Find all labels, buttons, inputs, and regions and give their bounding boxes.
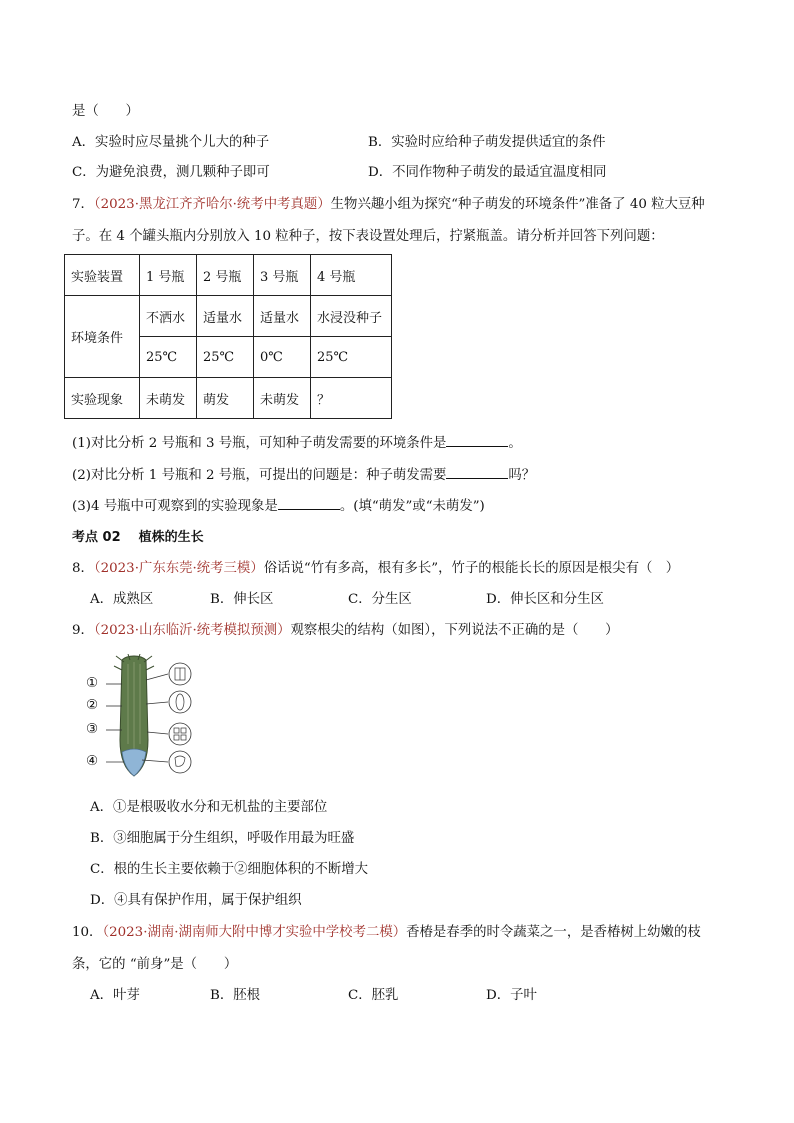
table-cell: 未萌发 [140,378,197,419]
q7-sub1-end: 。 [508,436,522,451]
q8-number: 8． [72,561,94,576]
q10-option-c: C．胚乳 [348,988,399,1003]
table-cell: 0℃ [254,337,311,378]
figure-label-2: ② [86,698,99,713]
table-cell: 1 号瓶 [140,255,197,296]
q10-source: （2023·湖南·湖南师大附中博才实验中学校考二模） [102,925,407,940]
table-cell: 适量水 [254,296,311,337]
q9-option-c: C．根的生长主要依赖于②细胞体积的不断增大 [90,862,369,877]
q8-source: （2023·广东东莞·统考三模） [93,561,264,576]
q8-stem [72,559,679,579]
table-row [65,255,392,296]
q6-stem-tail: 是（ ） [72,104,139,119]
q8-stem-text: 俗话说“竹有多高，根有多长”，竹子的根能长长的原因是根尖有（ ） [263,561,680,576]
experiment-table [64,254,392,419]
q10-number: 10． [72,925,103,940]
q10-option-a: A．叶芽 [90,988,140,1003]
q6-option-a: A．实验时应尽量挑个儿大的种子 [72,135,270,150]
q6-option-c: C．为避免浪费，测几颗种子即可 [72,165,270,180]
section-label: 考点 02 [72,530,121,545]
table-cell: 25℃ [197,337,254,378]
table-cell: 4 号瓶 [311,255,392,296]
table-cell: 25℃ [140,337,197,378]
root-tip-diagram [86,654,198,778]
table-cell: 不洒水 [140,296,197,337]
q8-option-a: A．成熟区 [90,592,154,607]
table-cell: 实验现象 [65,378,140,419]
q9-number: 9． [72,623,94,638]
table-cell: 实验装置 [65,255,140,296]
answer-blank[interactable] [446,434,508,447]
q9-option-a: A．①是根吸收水分和无机盐的主要部位 [90,800,328,815]
q7-sub1-text: (1)对比分析 2 号瓶和 3 号瓶，可知种子萌发需要的环境条件是 [72,436,447,451]
q10-stem-line2: 条，它的 “前身”是（ ） [72,957,238,972]
table-cell: 萌发 [197,378,254,419]
q7-stem-line1 [72,195,705,215]
q10-option-b: B．胚根 [210,988,261,1003]
q10-option-d: D．子叶 [486,988,537,1003]
q7-source: （2023·黑龙江齐齐哈尔·统考中考真题） [93,197,331,212]
q8-option-d: D．伸长区和分生区 [486,592,604,607]
table-cell: 水浸没种子 [311,296,392,337]
table-cell: 3 号瓶 [254,255,311,296]
q7-sub1 [72,434,522,454]
table-cell: 环境条件 [65,296,140,378]
q7-sub3-end: 。(填“萌发”或“未萌发”) [339,499,485,514]
q10-stem-a: 香椿是春季的时令蔬菜之一，是香椿树上幼嫩的枝 [406,925,701,940]
table-cell: ？ [311,378,392,419]
q7-sub3 [72,497,485,517]
q9-stem-text: 观察根尖的结构（如图），下列说法不正确的是（ ） [290,623,619,638]
table-row [65,296,392,337]
table-cell: 适量水 [197,296,254,337]
q6-option-d: D．不同作物种子萌发的最适宜温度相同 [368,165,607,180]
q9-option-d: D．④具有保护作用，属于保护组织 [90,893,302,908]
q7-number: 7． [72,197,94,212]
q8-option-c: C．分生区 [348,592,412,607]
table-cell: 未萌发 [254,378,311,419]
root-tip-figure [86,654,198,778]
table-cell: 2 号瓶 [197,255,254,296]
q6-option-b: B．实验时应给种子萌发提供适宜的条件 [368,135,606,150]
q7-sub2-text: (2)对比分析 1 号瓶和 2 号瓶，可提出的问题是：种子萌发需要 [72,468,447,483]
figure-label-3: ③ [86,722,99,737]
q9-stem [72,621,619,641]
q10-stem-line1 [72,923,701,943]
figure-label-4: ④ [86,754,99,769]
q7-sub2-end: 吗？ [508,468,536,483]
q9-source: （2023·山东临沂·统考模拟预测） [93,623,291,638]
q7-sub2 [72,466,535,486]
table-row [65,378,392,419]
section-title: 植株的生长 [138,530,204,545]
answer-blank[interactable] [446,466,508,479]
q9-option-b: B．③细胞属于分生组织，呼吸作用最为旺盛 [90,831,355,846]
q8-option-b: B．伸长区 [210,592,274,607]
section-heading [72,528,204,548]
figure-label-1: ① [86,676,99,691]
q7-sub3-text: (3)4 号瓶中可观察到的实验现象是 [72,499,278,514]
q7-stem-a: 生物兴趣小组为探究“种子萌发的环境条件”准备了 40 粒大豆种 [330,197,705,212]
table-cell: 25℃ [311,337,392,378]
answer-blank[interactable] [278,497,340,510]
q7-stem-line2: 子。在 4 个罐头瓶内分别放入 10 粒种子，按下表设置处理后，拧紧瓶盖。请分析并回答下列问题： [72,229,664,244]
